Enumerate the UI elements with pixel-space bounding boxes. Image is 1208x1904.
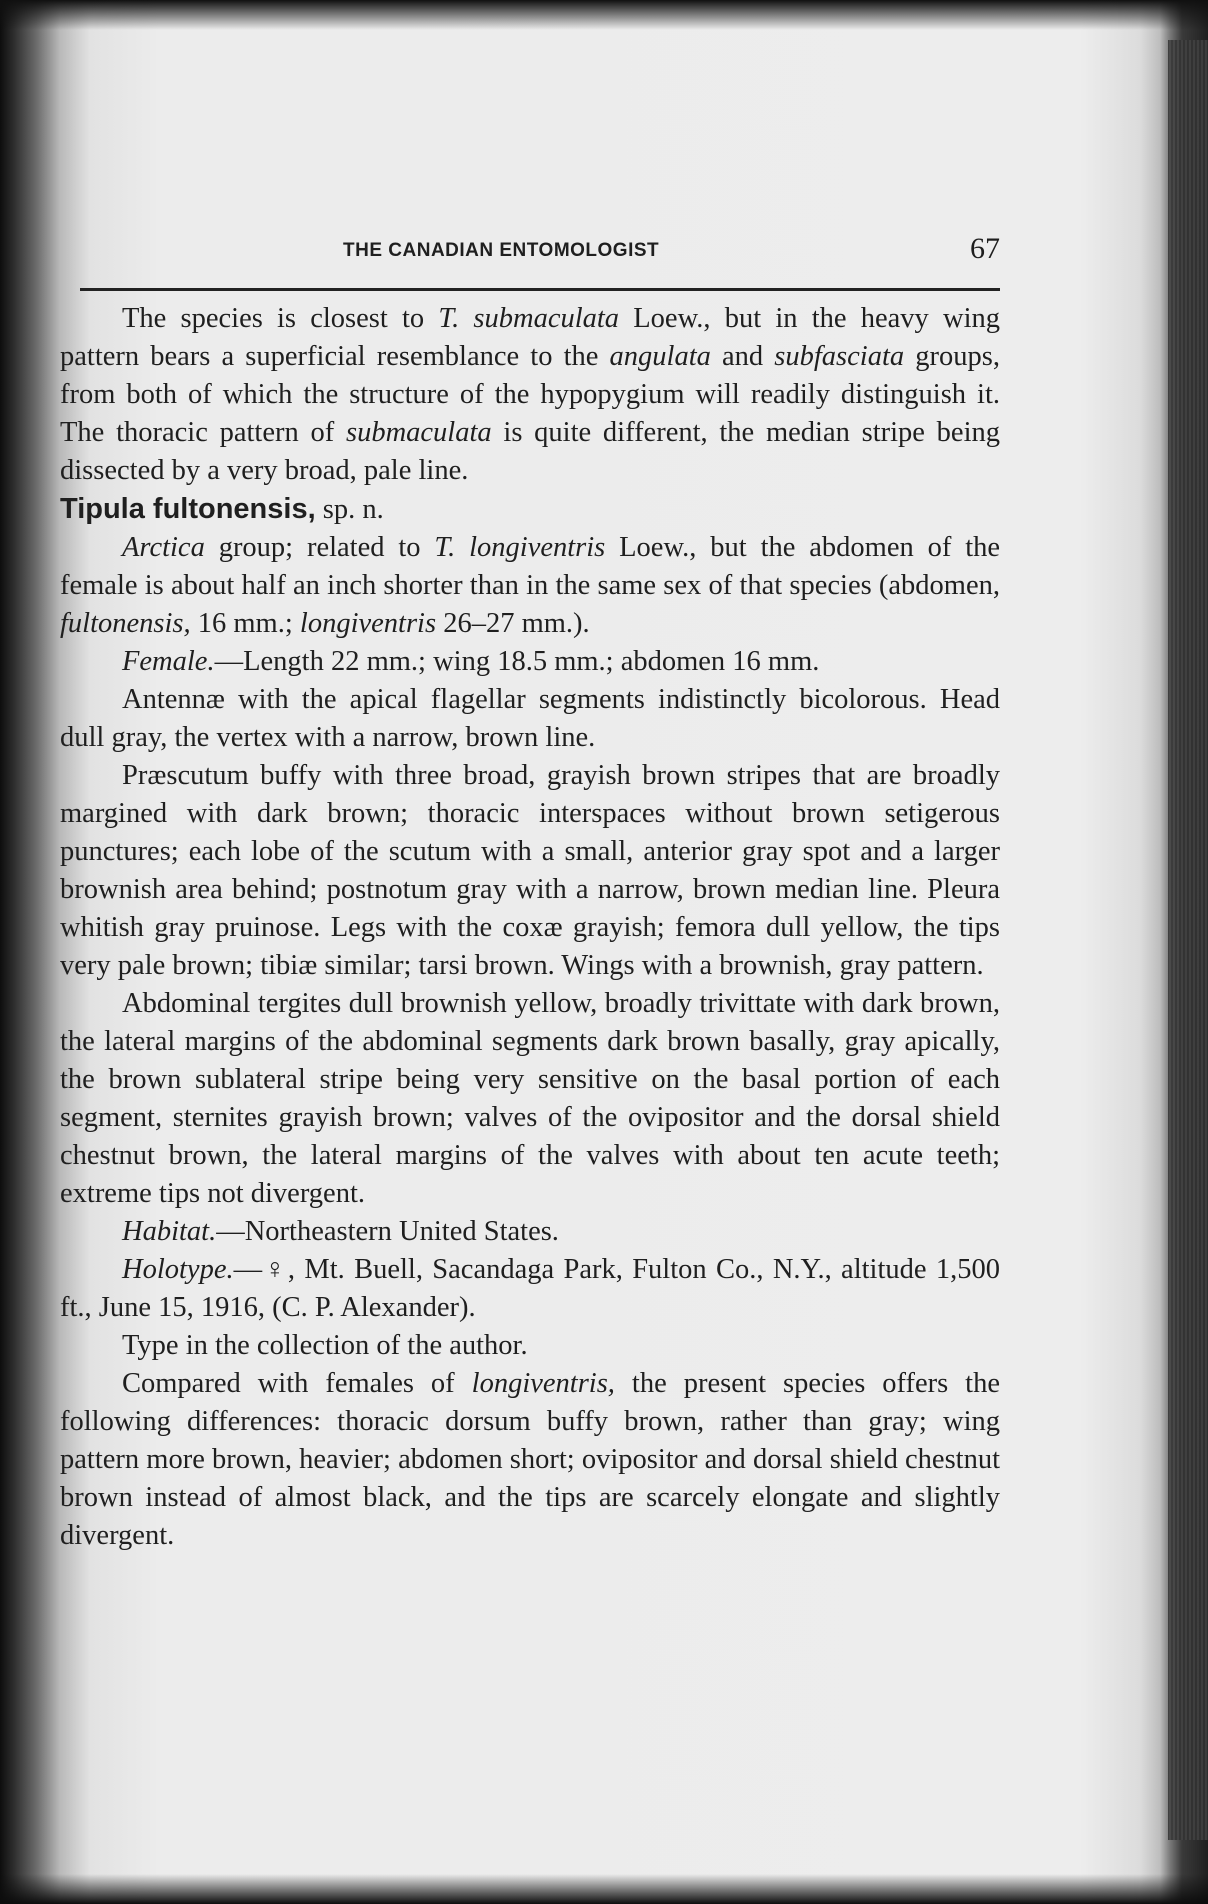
- section-label: Female.: [122, 646, 215, 677]
- text-run: Loew., but in the heavy wing pattern bears a superficial resemblance to the: [60, 303, 1000, 372]
- species-heading: [60, 490, 1000, 529]
- paragraph-antennae: Antennæ with the apical flagellar segments indistinctly bicolorous. Head dull gray, the vertex with a narrow, brown line.: [60, 684, 1000, 753]
- species-name: submaculata: [345, 417, 492, 448]
- text-run: —Length 22 mm.; wing 18.5 mm.; abdomen 16 mm.: [214, 646, 820, 677]
- group-name: subfasciata: [774, 341, 905, 372]
- paragraph-female-measurements: [60, 643, 1000, 681]
- header-rule: [80, 288, 1000, 291]
- running-head: [80, 228, 1000, 288]
- text-run: Loew., but the abdomen of the female is about half an inch shorter than in the same sex of that species (abdomen,: [60, 532, 1001, 601]
- paragraph-comparison-longiventris: [60, 1365, 1000, 1555]
- species-heading-suffix: sp. n.: [315, 494, 384, 525]
- paragraph-praescutum: Præscutum buffy with three broad, grayish brown stripes that are broadly margined with dark brown; thoracic interspaces without brown setigerous punctures; each lobe of the scutum with a small, anterior gray spot and a larger brownish area behind; postnotum gray with a narrow, brown median line. Pleura whitish gray pruinose. Legs with the coxæ grayish; femora dull yellow, the tips very pale brown; tibiæ similar; tarsi brown. Wings with a brownish, gray pattern.: [60, 760, 1000, 981]
- text-run: 16 mm.;: [190, 608, 300, 639]
- text-run: The species is closest to: [122, 303, 439, 334]
- section-label: Holotype.: [122, 1254, 234, 1285]
- page-number: 67: [970, 232, 1000, 265]
- text-run: is quite different, the median stripe being dissected by a very broad, pale line.: [60, 417, 1000, 486]
- scan-bottom-shadow: [0, 1874, 1208, 1904]
- journal-title: THE CANADIAN ENTOMOLOGIST: [343, 240, 660, 261]
- text-run: 26–27 mm.).: [436, 608, 590, 639]
- group-name: Arctica: [122, 532, 205, 563]
- scan-top-shadow: [0, 0, 1208, 30]
- paragraph-type-collection: Type in the collection of the author.: [122, 1330, 528, 1361]
- paragraph-habitat: [60, 1213, 1000, 1251]
- paragraph-abdominal-tergites: Abdominal tergites dull brownish yellow, broadly trivittate with dark brown, the lateral margins of the abdominal segments dark brown basally, gray apically, the brown sublateral stripe being very sensitive on the basal portion of each segment, sternites grayish brown; valves of the ovipositor and the dorsal shield chestnut brown, the lateral margins of the valves with about ten acute teeth; extreme tips not divergent.: [60, 988, 1000, 1209]
- paragraph-comparison-submaculata: [60, 300, 1000, 490]
- species-name: longiventris,: [471, 1368, 615, 1399]
- paragraph-arctica-group: [60, 529, 1000, 643]
- text-run: —Northeastern United States.: [216, 1216, 559, 1247]
- paragraph-holotype: [60, 1251, 1000, 1327]
- species-name: T. longiventris: [434, 532, 606, 563]
- species-name: fultonensis,: [60, 608, 191, 639]
- species-heading-name: Tipula fultonensis,: [60, 493, 316, 525]
- text-run: and: [710, 341, 775, 372]
- text-run: groups, from both of which the structure of the hypopygium will readily distinguish it. The thoracic pattern of: [60, 341, 1000, 448]
- species-name: T. submaculata: [438, 303, 620, 334]
- section-label: Habitat.: [122, 1216, 217, 1247]
- species-name: longiventris: [299, 608, 437, 639]
- text-run: group; related to: [204, 532, 435, 563]
- book-page-edges: [1168, 40, 1208, 1840]
- text-run: Compared with females of: [122, 1368, 472, 1399]
- text-run: the present species offers the following differences: thoracic dorsum buffy brown, rather than gray; wing pattern more brown, heavier; abdomen short; ovipositor and dorsal shield chestnut brown instead of almost black, and the tips are scarcely elongate and slightly divergent.: [60, 1368, 1000, 1551]
- text-run: —♀, Mt. Buell, Sacandaga Park, Fulton Co., N.Y., altitude 1,500 ft., June 15, 1916, (C. P. Alexander).: [60, 1254, 1000, 1323]
- article-body: [60, 300, 1000, 1555]
- group-name: angulata: [609, 341, 711, 372]
